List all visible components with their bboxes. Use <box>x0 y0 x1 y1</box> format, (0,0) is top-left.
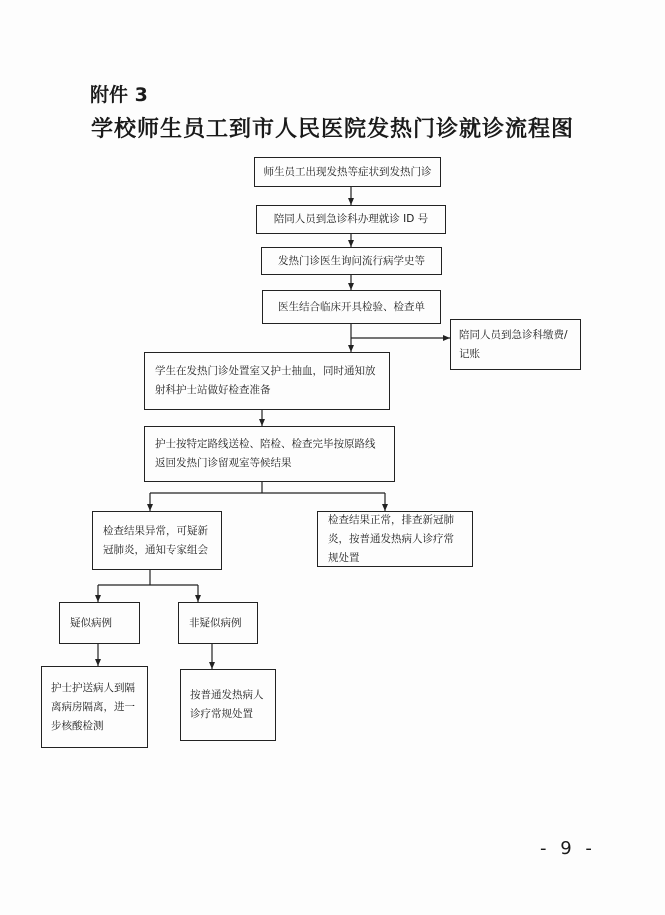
non-suspected-action-box <box>180 669 276 741</box>
result-abnormal-text: 检查结果异常，可疑新冠肺炎，通知专家组会 <box>103 524 208 556</box>
suspected-case-text: 疑似病例 <box>70 616 112 629</box>
result-normal-text: 检查结果正常，排查新冠肺炎，按普通发热病人诊疗常规处置 <box>328 513 454 564</box>
step-inquiry-text: 发热门诊医生询问流行病学史等 <box>278 254 425 267</box>
non-suspected-case-box <box>178 602 258 644</box>
step-blood-draw-text: 学生在发热门诊处置室又护士抽血，同时通知放射科护士站做好检查准备 <box>155 365 376 396</box>
non-suspected-action-text: 按普通发热病人诊疗常规处置 <box>190 689 264 720</box>
attachment-label: 附件 3 <box>90 84 148 106</box>
suspected-action-box <box>41 666 148 748</box>
non-suspected-case-text: 非疑似病例 <box>189 616 242 629</box>
page-number: - 9 - <box>540 838 596 859</box>
step-exam-order-box <box>262 290 441 324</box>
step-register-box <box>256 205 446 234</box>
step-escort-box <box>144 426 395 482</box>
step-symptoms-box <box>254 157 441 187</box>
suspected-case-box <box>59 602 140 644</box>
step-exam-order-text: 医生结合临床开具检验、检查单 <box>278 300 425 313</box>
side-payment-text: 陪同人员到急诊科缴费/记账 <box>459 328 568 360</box>
result-normal-box <box>317 511 473 567</box>
side-payment-box <box>450 319 581 370</box>
step-blood-draw-box <box>144 352 390 410</box>
step-register-text: 陪同人员到急诊科办理就诊 ID 号 <box>273 213 429 225</box>
suspected-action-text: 护士护送病人到隔离病房隔离，进一步核酸检测 <box>51 681 135 732</box>
step-symptoms-text: 师生员工出现发热等症状到发热门诊 <box>263 165 432 178</box>
result-abnormal-box <box>92 511 222 570</box>
page-title: 学校师生员工到市人民医院发热门诊就诊流程图 <box>90 117 574 142</box>
step-inquiry-box <box>261 247 442 275</box>
step-escort-text: 护士按特定路线送检、陪检、检查完毕按原路线返回发热门诊留观室等候结果 <box>155 438 376 469</box>
